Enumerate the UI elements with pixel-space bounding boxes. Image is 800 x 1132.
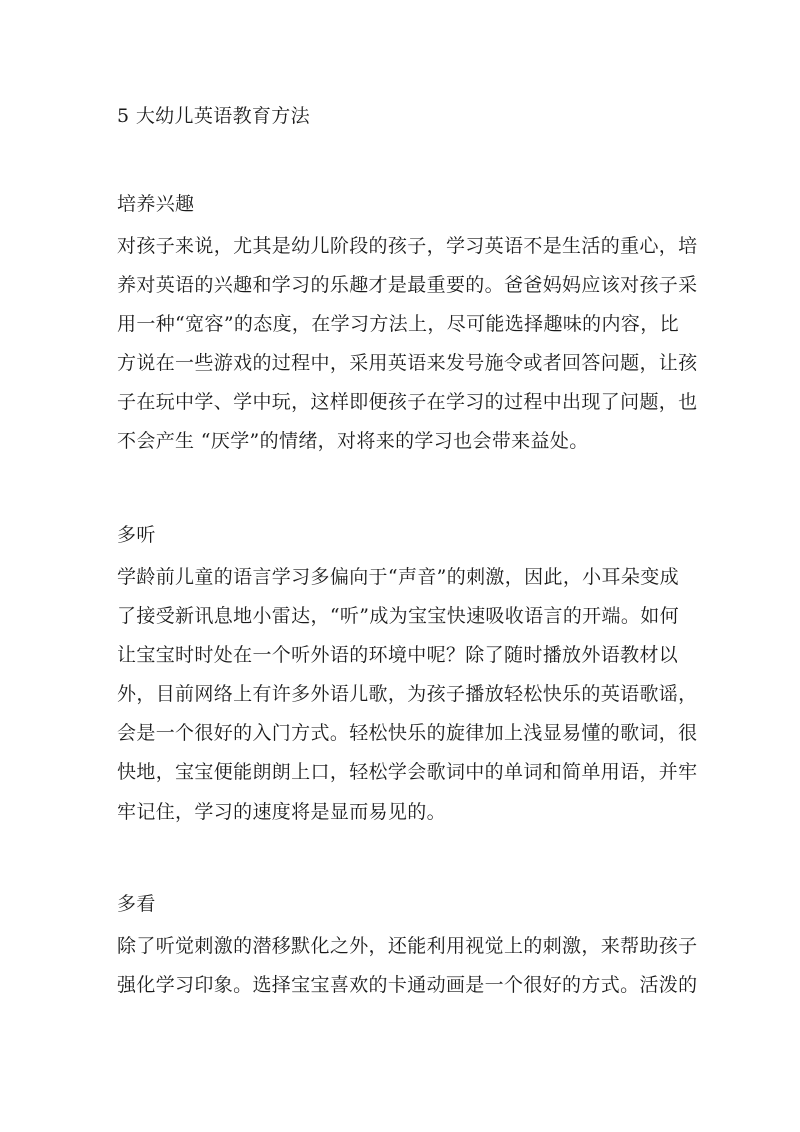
document-title: 5 大幼儿英语教育方法: [117, 105, 310, 127]
section-heading: 培养兴趣: [117, 193, 195, 215]
section-heading: 多听: [117, 524, 156, 546]
paragraph-line: 方说在一些游戏的过程中，采用英语来发号施令或者回答问题，让孩: [117, 352, 698, 375]
paragraph-line: 牢记住，学习的速度将是显而易见的。: [117, 800, 446, 823]
paragraph-line: 快地，宝宝便能朗朗上口，轻松学会歌词中的单词和简单用语，并牢: [117, 761, 698, 784]
paragraph-line: 外，目前网络上有许多外语儿歌，为孩子播放轻松快乐的英语歌谣，: [117, 683, 698, 706]
paragraph-line: 不会产生 “厌学”的情绪，对将来的学习也会带来益处。: [117, 430, 589, 453]
paragraph-line: 除了听觉刺激的潜移默化之外，还能利用视觉上的刺激，来帮助孩子: [117, 935, 698, 957]
paragraph-line: 强化学习印象。选择宝宝喜欢的卡通动画是一个很好的方式。活泼的: [117, 974, 698, 997]
paragraph-line: 会是一个很好的入门方式。轻松快乐的旋律加上浅显易懂的歌词，很: [117, 722, 698, 745]
paragraph-line: 对孩子来说，尤其是幼儿阶段的孩子，学习英语不是生活的重心，培: [117, 235, 698, 257]
paragraph-line: 用一种“宽容”的态度，在学习方法上，尽可能选择趣味的内容，比: [117, 313, 679, 336]
paragraph-line: 了接受新讯息地小雷达，“听”成为宝宝快速吸收语言的开端。如何: [117, 605, 679, 628]
section-heading: 多看: [117, 893, 156, 915]
paragraph-line: 让宝宝时时处在一个听外语的环境中呢？除了随时播放外语教材以: [117, 644, 679, 667]
section-watch-more: [117, 885, 717, 1005]
paragraph-line: 养对英语的兴趣和学习的乐趣才是最重要的。爸爸妈妈应该对孩子采: [117, 274, 698, 297]
paragraph-line: 学龄前儿童的语言学习多偏向于“声音”的刺激，因此，小耳朵变成: [117, 566, 679, 588]
paragraph-line: 子在玩中学、学中玩，这样即便孩子在学习的过程中出现了问题，也: [117, 391, 698, 414]
section-listen-more: [117, 516, 717, 832]
section-cultivate-interest: [117, 185, 717, 462]
